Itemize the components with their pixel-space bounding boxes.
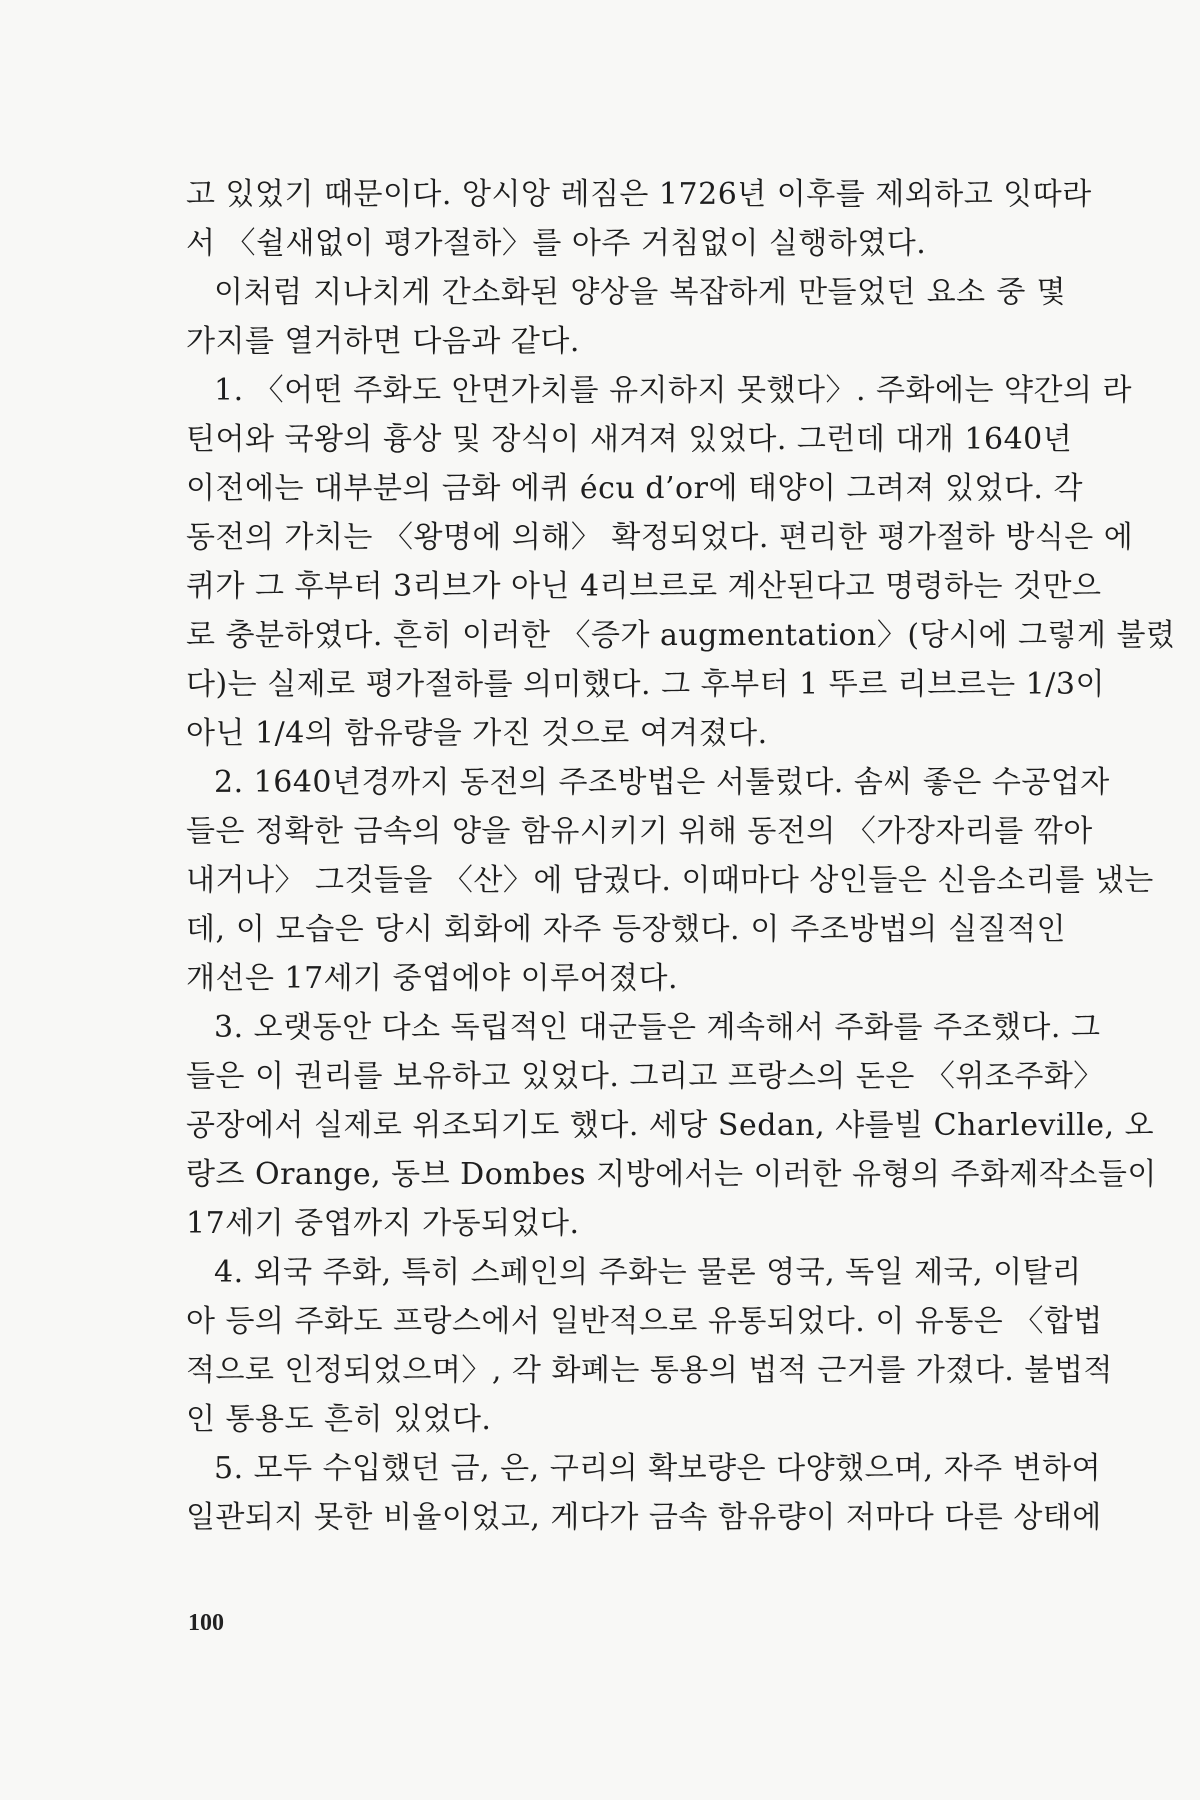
text-line: 인 통용도 흔히 있었다. xyxy=(186,1402,492,1437)
text-line: 데, 이 모습은 당시 회화에 자주 등장했다. 이 주조방법의 실질적인 xyxy=(186,912,1066,947)
text-line: 1. 〈어떤 주화도 안면가치를 유지하지 못했다〉. 주화에는 약간의 라 xyxy=(214,373,1132,408)
page-number: 100 xyxy=(188,1610,224,1636)
text-line: 개선은 17세기 중엽에야 이루어졌다. xyxy=(186,961,679,996)
text-line: 적으로 인정되었으며〉, 각 화폐는 통용의 법적 근거를 가졌다. 불법적 xyxy=(186,1353,1113,1388)
text-line: 로 충분하였다. 흔히 이러한 〈증가 augmentation〉(당시에 그렇게 불렸 xyxy=(186,618,1176,653)
text-line: 서 〈쉴새없이 평가절하〉를 아주 거침없이 실행하였다. xyxy=(186,226,927,261)
text-line: 가지를 열거하면 다음과 같다. xyxy=(186,324,580,359)
text-line: 동전의 가치는 〈왕명에 의해〉 확정되었다. 편리한 평가절하 방식은 에 xyxy=(186,520,1134,555)
text-line: 내거나〉 그것들을 〈산〉에 담궜다. 이때마다 상인들은 신음소리를 냈는 xyxy=(186,863,1154,898)
text-line: 이처럼 지나치게 간소화된 양상을 복잡하게 만들었던 요소 중 몇 xyxy=(214,275,1066,310)
text-line: 3. 오랫동안 다소 독립적인 대군들은 계속해서 주화를 주조했다. 그 xyxy=(214,1010,1101,1045)
text-line: 5. 모두 수입했던 금, 은, 구리의 확보량은 다양했으며, 자주 변하여 xyxy=(214,1451,1102,1486)
text-line: 고 있었기 때문이다. 앙시앙 레짐은 1726년 이후를 제외하고 잇따라 xyxy=(186,177,1092,212)
text-line: 일관되지 못한 비율이었고, 게다가 금속 함유량이 저마다 다른 상태에 xyxy=(186,1500,1102,1535)
text-line: 퀴가 그 후부터 3리브가 아닌 4리브르로 계산된다고 명령하는 것만으 xyxy=(186,569,1102,604)
text-line: 2. 1640년경까지 동전의 주조방법은 서툴렀다. 솜씨 좋은 수공업자 xyxy=(214,765,1110,800)
text-line: 아닌 1/4의 함유량을 가진 것으로 여겨졌다. xyxy=(186,716,768,751)
text-line: 17세기 중엽까지 가동되었다. xyxy=(186,1206,580,1241)
text-line: 다)는 실제로 평가절하를 의미했다. 그 후부터 1 뚜르 리브르는 1/3이 xyxy=(186,667,1105,702)
text-line: 틴어와 국왕의 흉상 및 장식이 새겨져 있었다. 그런데 대개 1640년 xyxy=(186,422,1073,457)
text-line: 4. 외국 주화, 특히 스페인의 주화는 물론 영국, 독일 제국, 이탈리 xyxy=(214,1255,1082,1290)
body-text xyxy=(186,170,1176,1542)
text-line: 랑즈 Orange, 동브 Dombes 지방에서는 이러한 유형의 주화제작소들이 xyxy=(186,1157,1157,1192)
text-line: 아 등의 주화도 프랑스에서 일반적으로 유통되었다. 이 유통은 〈합법 xyxy=(186,1304,1103,1339)
text-line: 이전에는 대부분의 금화 에퀴 écu d’or에 태양이 그려져 있었다. 각 xyxy=(186,471,1083,506)
text-line: 들은 이 권리를 보유하고 있었다. 그리고 프랑스의 돈은 〈위조주화〉 xyxy=(186,1059,1104,1094)
text-line: 공장에서 실제로 위조되기도 했다. 세당 Sedan, 샤를빌 Charleville, 오 xyxy=(186,1108,1155,1143)
text-line: 들은 정확한 금속의 양을 함유시키기 위해 동전의 〈가장자리를 깎아 xyxy=(186,814,1093,849)
